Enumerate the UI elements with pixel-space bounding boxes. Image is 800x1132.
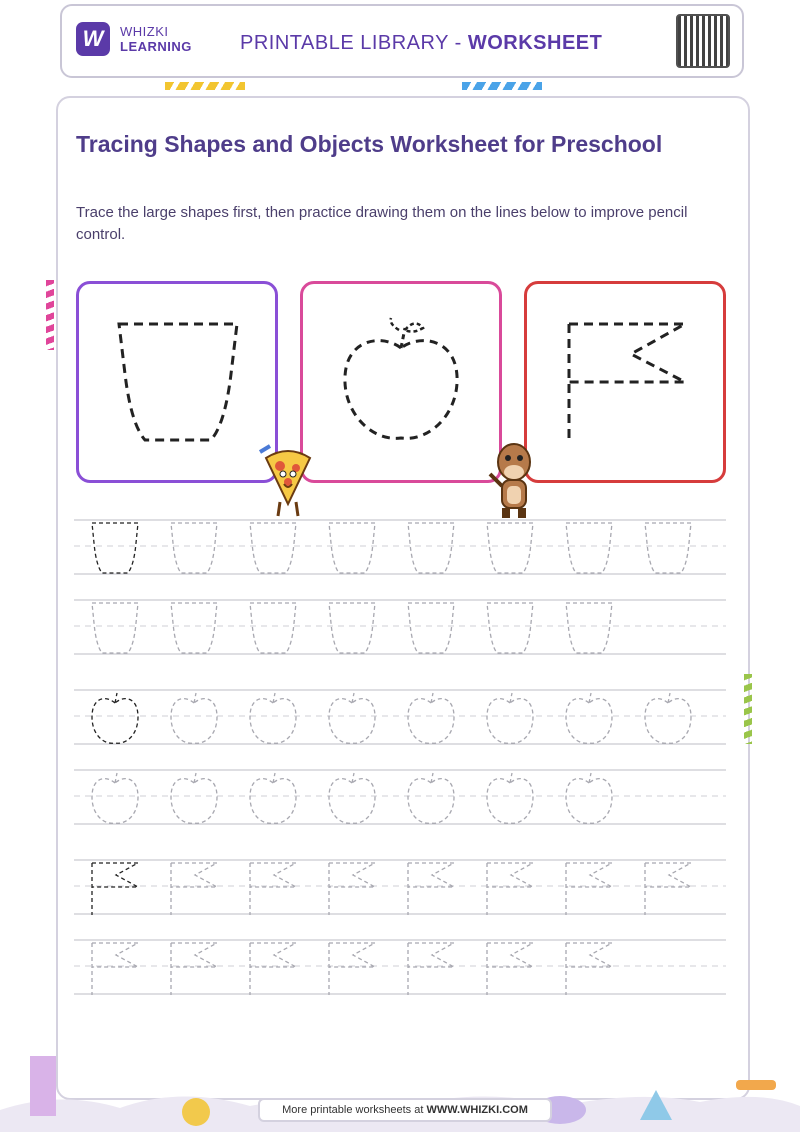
- apple-tracing-card[interactable]: [300, 281, 502, 483]
- cup-trace-item: [250, 603, 296, 653]
- flag-trace-item: [92, 863, 138, 915]
- cup-trace-item: [566, 603, 612, 653]
- apple-outline-icon: [303, 284, 499, 480]
- worksheet-title: Tracing Shapes and Objects Worksheet for Preschool: [76, 131, 663, 157]
- library-label: PRINTABLE LIBRARY -: [240, 32, 468, 54]
- flag-trace-item: [645, 863, 691, 915]
- apple-trace-item: [171, 693, 217, 743]
- flag-trace-item: [487, 863, 533, 915]
- footer-text: More printable worksheets at: [282, 1104, 427, 1116]
- apple-trace-item: [250, 693, 296, 743]
- cup-trace-item: [92, 523, 138, 573]
- practice-row[interactable]: [74, 770, 726, 824]
- cup-trace-item: [171, 523, 217, 573]
- practice-row[interactable]: [74, 600, 726, 654]
- apple-trace-item: [92, 693, 138, 743]
- cup-trace-item: [329, 603, 375, 653]
- cup-trace-item: [408, 603, 454, 653]
- apple-trace-item: [92, 773, 138, 823]
- flag-outline-icon: [527, 284, 723, 480]
- flag-trace-item: [566, 943, 612, 995]
- flag-trace-item: [250, 863, 296, 915]
- flag-trace-item: [171, 863, 217, 915]
- brand-name: [120, 24, 192, 54]
- cup-trace-item: [645, 523, 691, 573]
- flag-trace-item: [329, 943, 375, 995]
- practice-row[interactable]: [74, 690, 726, 744]
- cup-trace-item: [329, 523, 375, 573]
- apple-trace-item: [487, 773, 533, 823]
- pink-stripe-decoration: [46, 280, 54, 350]
- practice-row[interactable]: [74, 520, 726, 574]
- practice-rows[interactable]: [74, 518, 726, 998]
- horse-mascot-icon: [486, 440, 542, 520]
- flag-tracing-card[interactable]: [524, 281, 726, 483]
- cup-trace-item: [171, 603, 217, 653]
- whizki-logo[interactable]: [76, 22, 110, 56]
- pizza-mascot-icon: [256, 444, 318, 520]
- flag-trace-item: [408, 943, 454, 995]
- apple-trace-item: [487, 693, 533, 743]
- brand-line-1: WHIZKI: [120, 24, 169, 39]
- apple-trace-item: [408, 693, 454, 743]
- practice-row[interactable]: [74, 940, 726, 995]
- cup-trace-item: [487, 603, 533, 653]
- cup-tracing-card[interactable]: [76, 281, 278, 483]
- qr-code-icon[interactable]: [676, 14, 730, 68]
- flag-trace-item: [250, 943, 296, 995]
- flag-trace-item: [408, 863, 454, 915]
- flag-trace-item: [171, 943, 217, 995]
- library-type: WORKSHEET: [467, 32, 603, 54]
- apple-trace-item: [408, 773, 454, 823]
- flag-trace-item: [566, 863, 612, 915]
- flag-trace-item: [329, 863, 375, 915]
- cup-trace-item: [92, 603, 138, 653]
- cup-trace-item: [566, 523, 612, 573]
- logo-letter: W: [82, 26, 104, 51]
- cup-trace-item: [250, 523, 296, 573]
- footer-url: WWW.WHIZKI.COM: [426, 1104, 528, 1116]
- flag-trace-item: [487, 943, 533, 995]
- apple-trace-item: [566, 773, 612, 823]
- apple-trace-item: [329, 693, 375, 743]
- cup-trace-item: [487, 523, 533, 573]
- practice-row[interactable]: [74, 860, 726, 915]
- flag-trace-item: [92, 943, 138, 995]
- yellow-stripe-decoration: [165, 82, 245, 90]
- green-stripe-decoration: [744, 674, 752, 744]
- footer-link[interactable]: [258, 1098, 552, 1122]
- apple-trace-item: [171, 773, 217, 823]
- cup-trace-item: [408, 523, 454, 573]
- apple-trace-item: [250, 773, 296, 823]
- cup-outline-icon: [79, 284, 275, 480]
- apple-trace-item: [329, 773, 375, 823]
- blue-stripe-decoration: [462, 82, 542, 90]
- library-title: [240, 32, 602, 55]
- brand-line-2: LEARNING: [120, 39, 192, 54]
- worksheet-instructions: Trace the large shapes first, then practice drawing them on the lines below to improve pencil control.: [76, 204, 688, 243]
- apple-trace-item: [645, 693, 691, 743]
- apple-trace-item: [566, 693, 612, 743]
